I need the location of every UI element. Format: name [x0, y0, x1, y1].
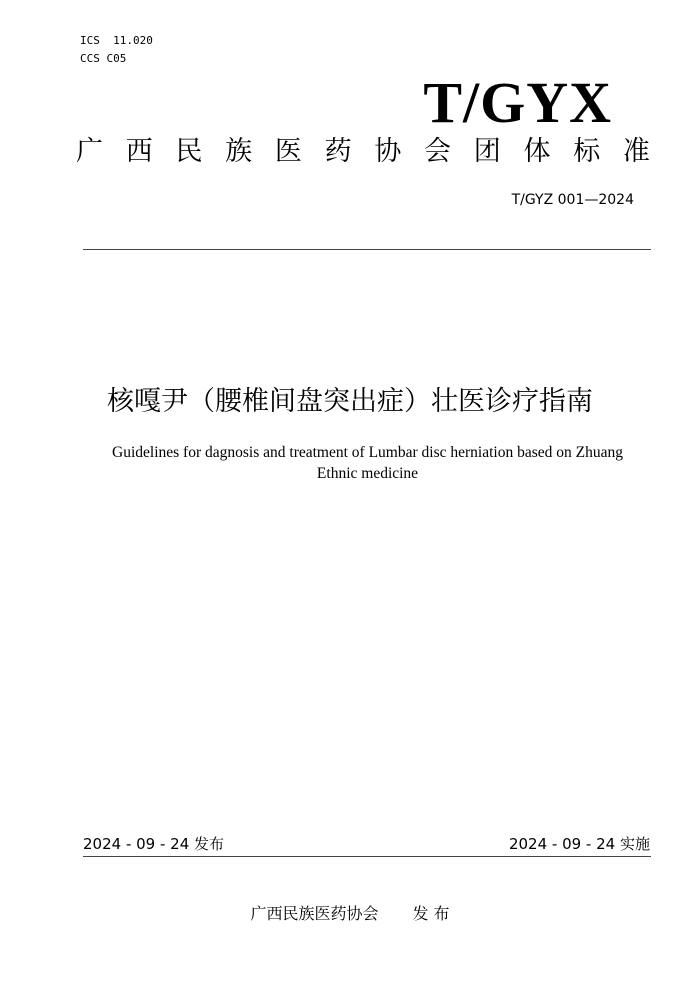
ccs-code: [80, 52, 126, 66]
standard-logo: T/GYX: [423, 70, 612, 135]
implementation-date-value: 2024 - 09 - 24: [508, 835, 616, 853]
org-char: 药: [324, 136, 352, 167]
document-title-english: Guidelines for dagnosis and treatment of Lumbar disc herniation based on Zhuang Ethnic medicine: [112, 444, 623, 482]
implementation-date-label: 实施: [619, 835, 650, 853]
issue-date-label: 发布: [194, 835, 225, 853]
org-char: 会: [424, 136, 452, 167]
ics-code: [80, 34, 153, 48]
org-char: 广: [76, 136, 103, 167]
org-char: 体: [523, 136, 551, 167]
publisher-name: 广西民族医药协会: [250, 904, 379, 923]
implementation-date: [509, 834, 650, 854]
org-char: 协: [374, 136, 402, 167]
organization-standard-title: [76, 132, 650, 172]
issue-date: [83, 834, 224, 854]
publisher-action: 发 布: [412, 904, 450, 923]
org-char: 医: [274, 136, 302, 167]
org-char: 准: [622, 136, 650, 167]
header-divider: [83, 249, 651, 250]
org-char: 民: [175, 136, 203, 167]
standard-number: T/GYZ 001—2024: [511, 192, 634, 208]
ics-label: ICS: [80, 34, 100, 47]
org-char: 团: [473, 136, 501, 167]
org-char: 标: [573, 136, 601, 167]
footer-divider: [83, 856, 651, 857]
ccs-value: C05: [106, 52, 127, 65]
ccs-label: CCS: [80, 52, 100, 65]
ics-value: 11.020: [113, 34, 153, 47]
issue-date-value: 2024 - 09 - 24: [83, 835, 190, 853]
org-char: 族: [225, 136, 253, 167]
org-char: 西: [125, 136, 153, 167]
document-title-chinese: 核嘎尹（腰椎间盘突出症）壮医诊疗指南: [107, 386, 593, 417]
publisher: [0, 903, 700, 925]
